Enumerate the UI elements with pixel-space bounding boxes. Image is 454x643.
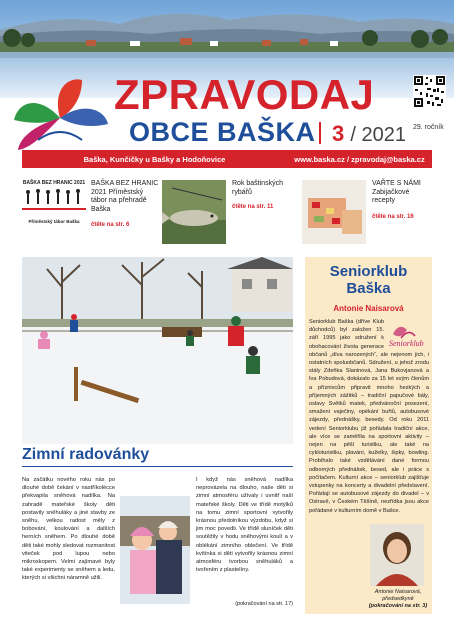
article-column-1: Na začátku nového roku nás po dlouhé době čekání v nastříkolécce překvapila sněhová nadílka. Na zahradě mateřské školy děti postavily sněhuláky a jiné stavby ze sněhu, velkou radost měly z bobování, koulování a dalších herních sněhem. Po dlouhé době děti také mohly sledovat rozmanitost viteček pod lupou nebo mikroskopem. Velmi zajímavé byly také experimenty se sněhem a ledu, kterých si všichni náramně užili. [22,477,115,582]
teaser-2-link[interactable]: čtěte na str. 11 [232,204,274,210]
band-contact-link[interactable]: www.baska.cz / zpravodaj@baska.cz [294,154,425,164]
teaser-1-logo[interactable] [22,178,86,228]
issue-number: 3 [332,121,345,146]
issue-divider [319,122,321,144]
portrait-caption [365,589,431,610]
seniorklub-logo-icon [387,320,429,348]
article-heading: Zimní radovánky [22,446,150,463]
seniorklub-author: Antonie Naisarová [333,304,404,313]
teaser-row [22,178,432,248]
seniorklub-title-line2: Baška [346,280,391,297]
teaser-3-title: VAŘTE S NÁMI Zabijačkové recepty [372,180,421,204]
teaser-1-logo-text: BAŠKA BEZ HRANIC 2021 [22,180,86,186]
teaser-1-logo-sub: Příměstský tábor Baška [28,219,80,224]
winter-kindergarten-photo [22,257,293,444]
seniorklub-title [305,263,432,297]
newsletter-title: ZPRAVODAJ [114,71,375,118]
issue-year: / 2021 [350,124,406,146]
issue-label [332,122,406,147]
teaser-1-link[interactable]: čtěte na str. 6 [91,222,130,228]
teaser-2-fish-photo[interactable] [162,180,226,244]
kids-snow-photo [120,496,190,604]
seniorklub-logo-text: Seniorklub [389,339,424,348]
newsletter-subtitle: OBCE BAŠKA [129,117,316,147]
caption-continued[interactable]: (pokračování na str. 3) [368,603,428,609]
teaser-2-title: Rok baštinských rybářů [232,180,283,196]
band-places: Baška, Kunčičky u Bašky a Hodoňovice [83,154,226,164]
volume-label: 29. ročník [413,124,444,131]
seniorklub-title-line1: Seniorklub [329,263,408,280]
seniorklub-body: Seniorklub Baška (dříve Klub důchodců) byl založen 15. září 1995 jako sdružení k obohacování života generace občanů „díva narozených“, ale nejenom jich, i ostatních spoluobčanů. Sdružení, u jehož zrodu stály Zdeňka Slaninová, Jana Bukovjanová a Iva Pobudová, dokázalo za 15 let svým členům a příznivcům připravit mnoho hezkých a příjemných zážitků – tradiční papučové bály, oslavy Světků matek, předvánoční posezení, smažení vaječiny, opékání buřtů, autobusové zájezdy, přednášky, besedy. Od roku 2011 vedení Seniorklubu již pořádala tradiční akce, ale více se zaměřila na sportovní aktivity – nejen na pěší turistiku, ale také na cykloturistiku, plavání, kuželky, šipky, bowling. Probíhalo také vzdělávání dané formou odborných přednášek, besed, ale i práce s počítačem. Kulturní akce – seniorklub zajišťuje vstupenky na koncerty a divadelní představení. Pořádají se autobusové zájezdy do divadel – v Ostravě, v Českém Těšíně, nezřídka jsou akce pořádané v kulturním domě v Bašce. [309,319,429,514]
caption-name: Antonie Naisarová, předsedkyně [374,589,422,602]
portrait-photo [370,524,424,586]
seniorklub-text [309,318,429,515]
teaser-3-link[interactable]: čtěte na str. 16 [372,214,414,220]
teaser-3-food-photo[interactable] [302,180,366,244]
article-continued[interactable]: (pokračování na str. 17) [235,601,293,607]
flower-logo-icon [8,74,112,154]
info-band [22,150,432,168]
teaser-1-title: BAŠKA BEZ HRANIC 2021 Příměstský tábor na přehradě Baška [91,180,159,213]
heading-underline [22,466,293,467]
runners-icon [22,186,86,214]
article-column-2: I když nás sněhová nadílka neprovázela na dlouho, naše děti si zimní atmosféru užívaly i uvnitř naší mateřské školy. Děti ve třídě motýlků na tomu zimní sportovní vytvořily krásnou předolníkou výzdobu, když si jim moc povedli. Ve třídě sluníček děti soutěžily v hodu sněhovými koulí a v oblékání zimního oblečení. Ve třídě kvítínka si děti vytvořily krásnou zimní atmosféru tvorbou sněhuláků a tvořením z plastelíny. [196,477,293,574]
qr-code-icon[interactable] [413,75,446,108]
